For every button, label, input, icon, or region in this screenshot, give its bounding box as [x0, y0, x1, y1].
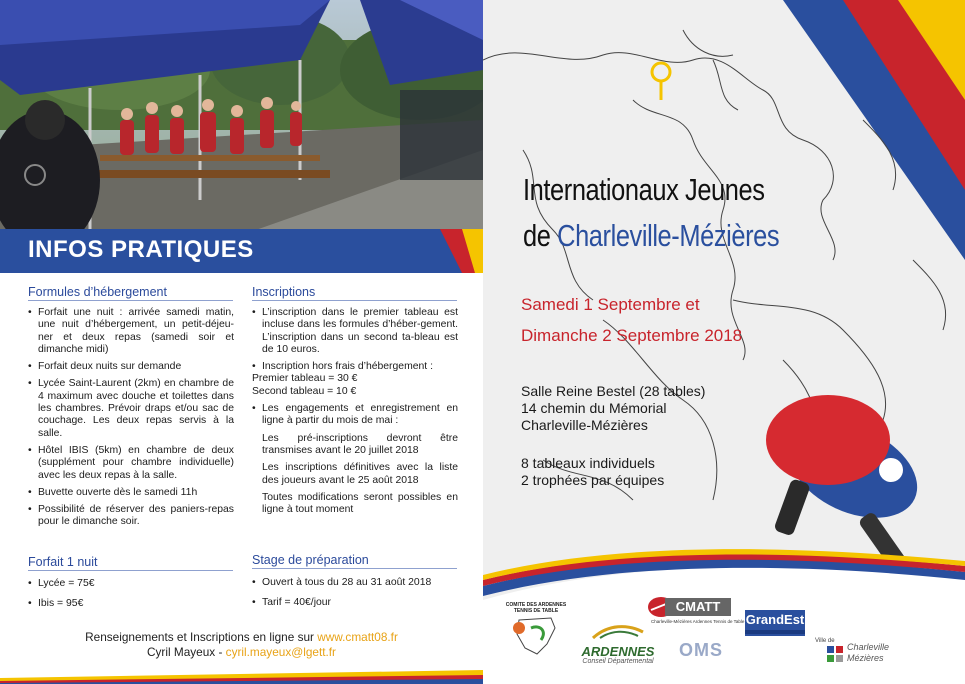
ville-logo	[815, 638, 895, 668]
hebergement-heading: Formules d’hébergement	[28, 285, 167, 299]
list-item: • Buvette ouverte dès le samedi 11h	[28, 487, 234, 499]
footer-text: Cyril Mayeux -	[147, 645, 226, 659]
tables-team: 2 trophées par équipes	[521, 472, 665, 488]
sponsor-logos	[483, 586, 965, 684]
grandest-logo	[745, 610, 805, 636]
forfait-heading: Forfait 1 nuit	[28, 555, 98, 569]
website-link[interactable]: www.cmatt08.fr	[317, 630, 398, 644]
cmatt-name: CMATT	[665, 598, 731, 616]
oms-logo	[679, 640, 739, 670]
list-item: • Lycée Saint-Laurent (2km) en chambre de 4 maximum avec douche et toilettes dans les chambres. Prévoir draps et/ou sac de couchage. Les deux repas servis à la salle.	[28, 378, 234, 439]
list-item: • Tarif = 40€/jour	[252, 597, 458, 609]
event-title-line1: Internationaux Jeunes	[523, 172, 765, 207]
contact-footer	[0, 630, 483, 660]
list-item: • Forfait deux nuits sur demande	[28, 361, 234, 373]
event-title-line2	[523, 218, 779, 254]
email-link[interactable]: cyril.mayeux@lgett.fr	[225, 645, 336, 659]
list-item: • Les engagements et enregistrement en ligne à partir du mois de mai :	[252, 403, 458, 428]
ville-emblem-icon	[825, 644, 845, 664]
venue-name: Salle Reine Bestel (28 tables)	[521, 383, 706, 399]
list-item: • Possibilité de réserver des paniers-repas pour le dimanche soir.	[28, 504, 234, 529]
cmatt-sub: Charleville-Mézières Ardennes Tennis de Table	[651, 619, 745, 624]
grandest-name: GrandEst	[745, 612, 805, 627]
date-line1: Samedi 1 Septembre et	[521, 295, 700, 314]
comite-line2: TENNIS DE TABLE	[513, 608, 559, 614]
ardennes-sub: Conseil Départemental	[582, 658, 654, 665]
bottom-stripe	[0, 670, 483, 684]
ville-line1: Ville de	[815, 638, 835, 644]
list-item: • Inscription hors frais d’hébergement :	[252, 361, 458, 373]
forfait-list	[28, 578, 234, 616]
list-item: • Ibis = 95€	[28, 598, 234, 610]
inscriptions-heading: Inscriptions	[252, 285, 316, 299]
list-item: • Lycée = 75€	[28, 578, 234, 590]
date-line2: Dimanche 2 Septembre 2018	[521, 326, 743, 345]
stage-heading: Stage de préparation	[252, 553, 369, 567]
comite-logo	[501, 602, 571, 662]
hebergement-divider	[28, 300, 233, 301]
stage-list	[252, 577, 458, 615]
list-item: • Ouvert à tous du 28 au 31 août 2018	[252, 577, 458, 589]
comite-emblem-icon	[501, 614, 571, 658]
event-photo	[0, 0, 483, 232]
cmatt-logo	[647, 594, 745, 630]
list-item: Les pré-inscriptions devront être transmises avant le 20 juillet 2018	[262, 432, 458, 456]
list-item: • L’inscription dans le premier tableau est incluse dans les formules d’héber-gement. L’inscription dans un second ta-bleau est de 10 euros.	[252, 307, 458, 356]
list-item: Premier tableau = 30 €	[252, 373, 358, 385]
list-item: Les inscriptions définitives avec la liste des joueurs avant le 25 août 2018	[262, 462, 458, 486]
inscriptions-divider	[252, 300, 457, 301]
oms-name: OMS	[679, 640, 724, 660]
list-item: Second tableau = 10 €	[252, 385, 357, 397]
venue-address: 14 chemin du Mémorial	[521, 400, 667, 416]
tables-individual: 8 tableaux individuels	[521, 455, 655, 471]
comite-line1: COMITE DES ARDENNES	[505, 602, 567, 608]
ardennes-swoosh-icon	[588, 622, 648, 640]
hebergement-list	[28, 307, 234, 534]
title-city: Charleville-Mézières	[557, 218, 780, 253]
list-item: • Hôtel IBIS (5km) en chambre de deux (supplément pour chambre individuelle) avec les deux repas à la salle.	[28, 445, 234, 482]
list-item: Toutes modifications seront possibles en ligne à tout moment	[262, 491, 458, 516]
ardennes-name: ARDENNES	[581, 644, 655, 659]
section-title: INFOS PRATIQUES	[28, 236, 254, 263]
list-item: • Forfait une nuit : arrivée samedi matin, une nuit d’hébergement, un petit-déjeu-ner et deux repas (samedi soir et dimanche midi)	[28, 307, 234, 356]
stage-divider	[252, 568, 457, 569]
inscriptions-list	[252, 307, 458, 521]
footer-text: Renseignements et Inscriptions en ligne sur	[85, 630, 318, 644]
ville-line3: Mézières	[847, 653, 884, 663]
title-prefix: de	[523, 218, 558, 253]
right-panel	[483, 0, 965, 684]
ville-line2: Charleville	[847, 642, 890, 652]
venue-city: Charleville-Mézières	[521, 417, 648, 433]
forfait-divider	[28, 570, 233, 571]
